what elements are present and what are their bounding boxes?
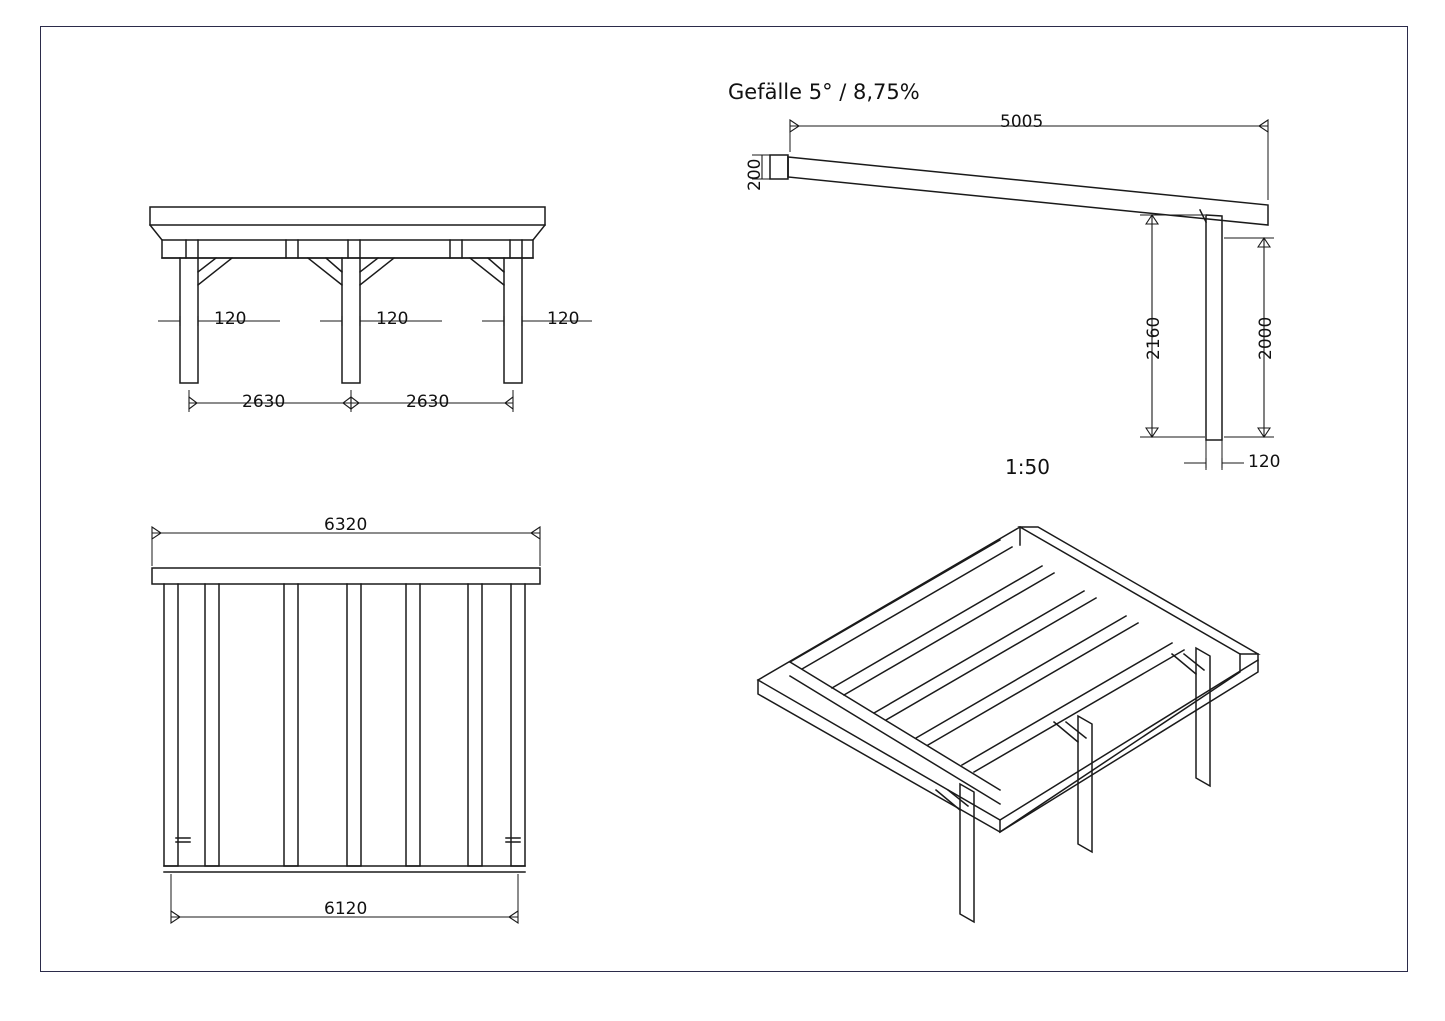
plan-view-geometry bbox=[152, 527, 540, 923]
dim-frame-width: 6120 bbox=[324, 899, 368, 919]
slope-title: Gefälle 5° / 8,75% bbox=[728, 80, 920, 104]
dim-post-width-1: 120 bbox=[214, 309, 247, 329]
dim-bay-span-1: 2630 bbox=[242, 392, 286, 412]
dim-height-front: 2000 bbox=[1256, 316, 1276, 360]
dim-post-width-2: 120 bbox=[376, 309, 409, 329]
isometric-view-geometry bbox=[758, 527, 1258, 922]
dim-post-depth: 120 bbox=[1248, 452, 1281, 472]
dim-post-width-3: 120 bbox=[547, 309, 580, 329]
dim-roof-width: 6320 bbox=[324, 515, 368, 535]
dim-roof-length: 5005 bbox=[1000, 112, 1044, 132]
dim-bay-span-2: 2630 bbox=[406, 392, 450, 412]
dim-beam-height: 200 bbox=[745, 158, 765, 191]
scale-label: 1:50 bbox=[1005, 455, 1050, 479]
side-elevation-geometry bbox=[752, 120, 1274, 470]
dim-height-back: 2160 bbox=[1144, 316, 1164, 360]
